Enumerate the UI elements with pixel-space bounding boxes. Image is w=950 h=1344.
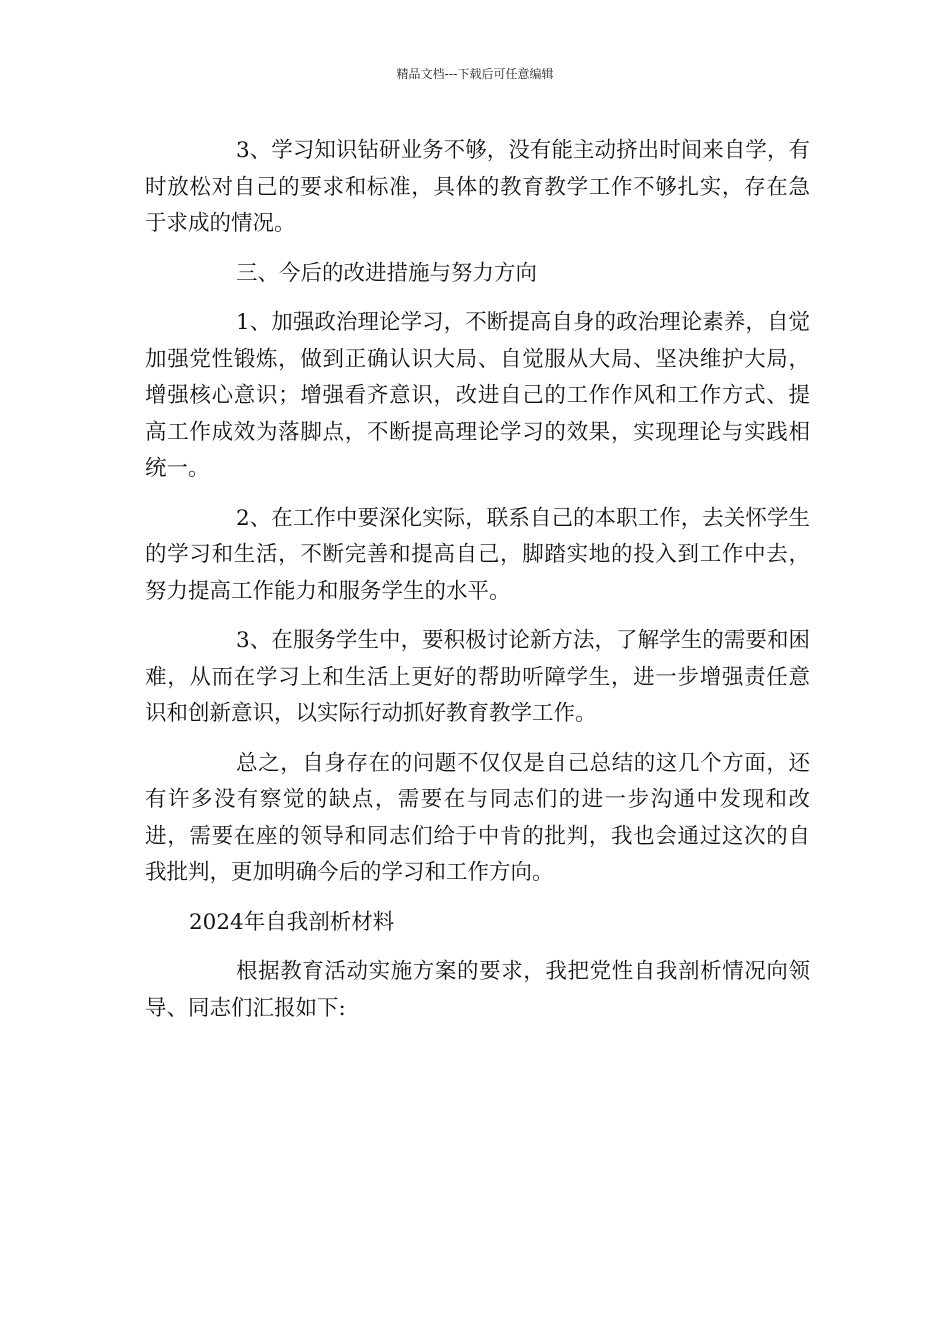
document-body: [145, 133, 810, 1040]
paragraph-conclusion: 总之，自身存在的问题不仅仅是自己总结的这几个方面，还有许多没有察觉的缺点，需要在与同志们的进一步沟通中发现和改进，需要在座的领导和同志们给于中肯的批判，我也会通过这次的自我批判，更加明确今后的学习和工作方向。: [145, 750, 810, 885]
paragraph-intro: 根据教育活动实施方案的要求，我把党性自我剖析情况向领导、同志们汇报如下:: [145, 959, 810, 1021]
section-heading-improvement: 三、今后的改进措施与努力方向: [236, 260, 538, 286]
paragraph-measure-3: 3、在服务学生中，要积极讨论新方法，了解学生的需要和困难，从而在学习上和生活上更好的帮助听障学生，进一步增强责任意识和创新意识，以实际行动抓好教育教学工作。: [145, 628, 810, 726]
page-header: 精品文档---下载后可任意编辑: [396, 67, 554, 81]
document-title-2024: 2024年自我剖析材料: [189, 909, 395, 935]
paragraph-learning-shortcoming: 3、学习知识钻研业务不够，没有能主动挤出时间来自学，有时放松对自己的要求和标准，具体的教育教学工作不够扎实，存在急于求成的情况。: [145, 138, 810, 236]
paragraph-measure-2: 2、在工作中要深化实际，联系自己的本职工作，去关怀学生的学习和生活，不断完善和提高自己，脚踏实地的投入到工作中去，努力提高工作能力和服务学生的水平。: [145, 505, 810, 604]
paragraph-measure-1: 1、加强政治理论学习，不断提高自身的政治理论素养，自觉加强党性锻炼，做到正确认识大局、自觉服从大局、坚决维护大局，增强核心意识；增强看齐意识，改进自己的工作作风和工作方式、提高工作成效为落脚点，不断提高理论学习的效果，实现理论与实践相统一。: [145, 310, 810, 481]
